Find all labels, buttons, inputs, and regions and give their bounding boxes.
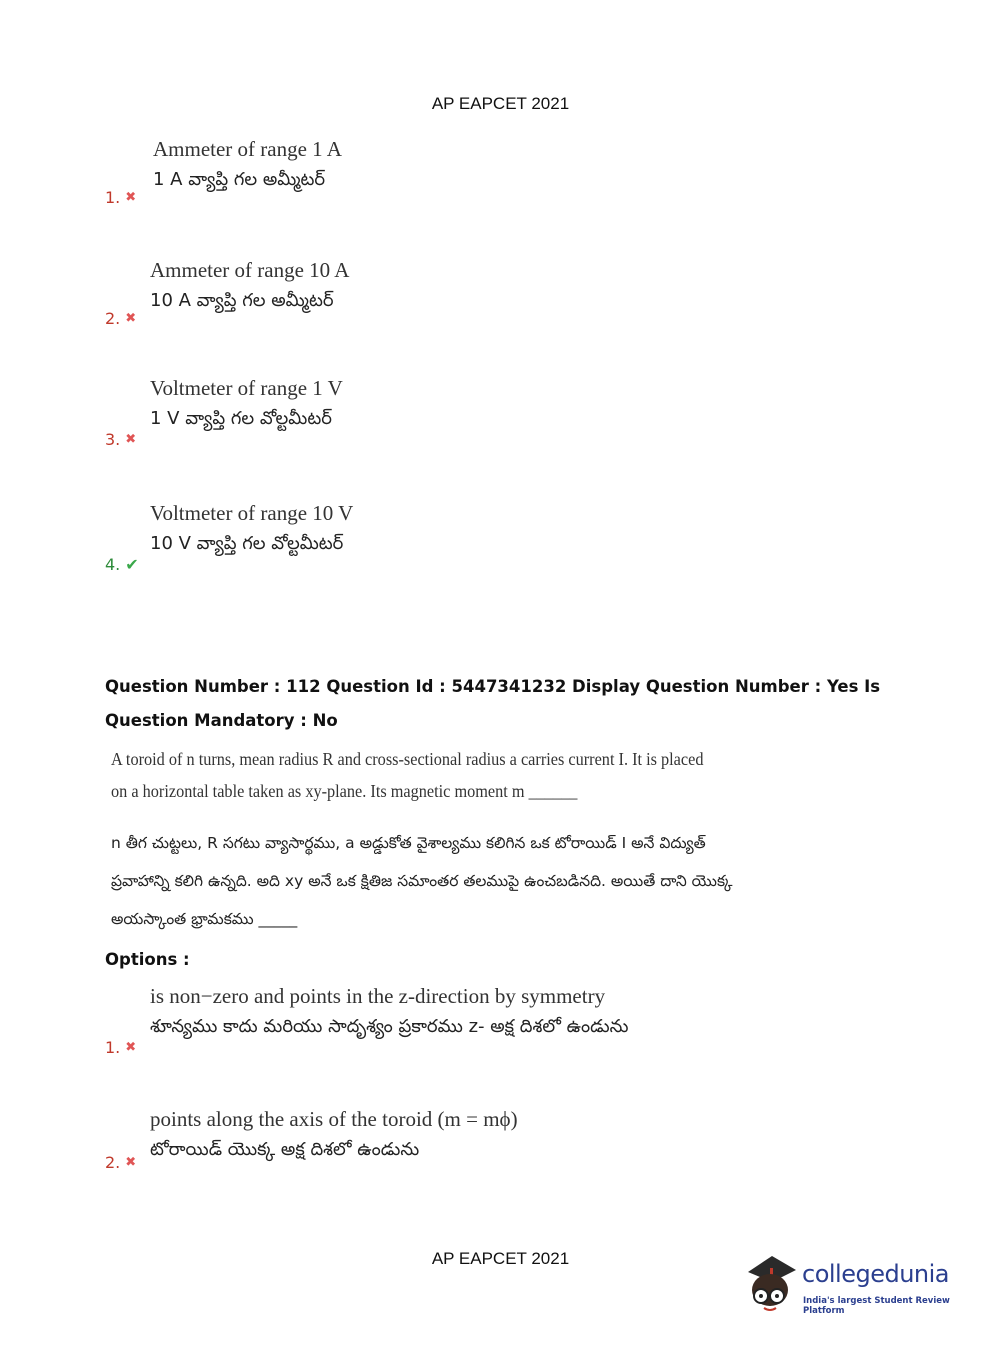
option-text-en: Ammeter of range 10 A [150, 258, 350, 282]
option-number [105, 430, 136, 449]
checkmark-icon: ✔ [125, 555, 139, 574]
cross-icon: ✖ [125, 1155, 137, 1170]
option-text-te: 1 V వ్యాప్తి గల వోల్టమీటర్ [150, 408, 332, 429]
option-number-label: 2. [105, 309, 121, 328]
option-text-te: 10 V వ్యాప్తి గల వోల్టమీటర్ [150, 533, 344, 554]
option-number [105, 1153, 136, 1172]
page-header: AP EAPCET 2021 [431, 94, 570, 113]
option-number-label: 2. [105, 1153, 121, 1172]
option-number-label: 4. [105, 555, 121, 574]
option-number [105, 188, 136, 207]
option-text-en: points along the axis of the toroid (m = mϕ) [150, 1107, 518, 1131]
question-text-te: n తీగ చుట్టలు, R సగటు వ్యాసార్థము, a అడ్డుకోత వైశాల్యము కలిగిన ఒక టోరాయిడ్ I అనే విద్యుత్ ప్రవాహాన్ని కలిగి ఉన్నది. అది xy అనే ఒక క్షితిజ సమాంతర తలముపై ఉంచబడినది. అయితే దాని యొక్క అయస్కాంత భ్రామకము _____ [111, 834, 733, 928]
option-text-te: టోరాయిడ్ యొక్క అక్ష దిశలో ఉండును [150, 1139, 420, 1160]
option-number-label: 3. [105, 430, 121, 449]
option-number [105, 309, 136, 328]
cross-icon: ✖ [125, 190, 137, 205]
option-number [105, 555, 139, 574]
question-text-en: A toroid of n turns, mean radius R and cross-sectional radius a carries current I. It is placed on a horizontal table taken as xy-plane. Its magnetic moment m ______ [111, 749, 704, 801]
option-text-en: is non−zero and points in the z-direction by symmetry [150, 984, 606, 1008]
options-label: Options : [105, 950, 190, 969]
option-text-te: 10 A వ్యాప్తి గల అమ్మీటర్ [150, 290, 334, 311]
cross-icon: ✖ [125, 311, 137, 326]
option-text-en: Ammeter of range 1 A [153, 137, 342, 161]
page-footer: AP EAPCET 2021 [431, 1249, 570, 1268]
option-text-en: Voltmeter of range 10 V [150, 501, 354, 525]
option-text-te: శూన్యము కాదు మరియు సాదృశ్యం ప్రకారము z- అక్ష దిశలో ఉండును [150, 1016, 629, 1037]
cross-icon: ✖ [125, 432, 137, 447]
option-number-label: 1. [105, 188, 121, 207]
cross-icon: ✖ [125, 1040, 137, 1055]
option-text-te: 1 A వ్యాప్తి గల అమ్మీటర్ [153, 169, 326, 190]
option-text-en: Voltmeter of range 1 V [150, 376, 343, 400]
logo-brand: collegedunia [802, 1260, 950, 1288]
question-meta: Question Number : 112 Question Id : 5447341232 Display Question Number : Yes Is Question Mandatory : No [105, 677, 881, 730]
option-number [105, 1038, 136, 1057]
collegedunia-logo [742, 1250, 972, 1320]
logo-tagline: India's largest Student Review Platform [803, 1296, 950, 1316]
mascot-icon [742, 1250, 800, 1320]
option-number-label: 1. [105, 1038, 121, 1057]
